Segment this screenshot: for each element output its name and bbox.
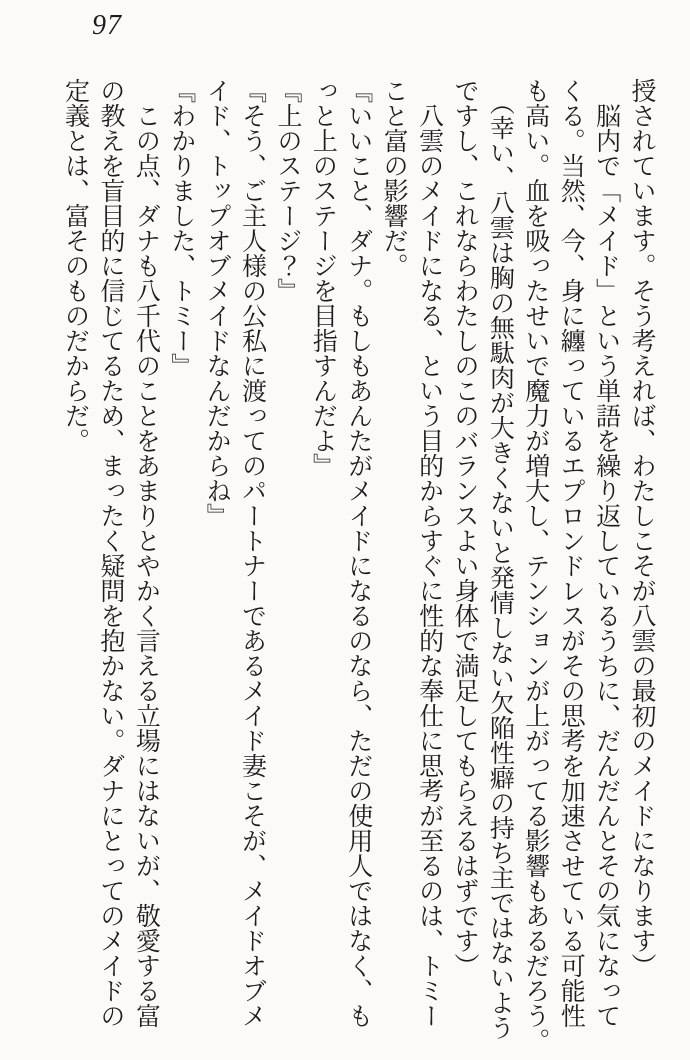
text-block bbox=[57, 78, 659, 1060]
text-line: も高い。血を吸ったせいで魔力が増大し、テンションが上がってる影響もあるだろう。 bbox=[521, 78, 549, 1053]
text-line: （幸い、八雲は胸の無駄肉が大きくないと発情しない欠陥性癖の持ち主ではないよう bbox=[486, 90, 514, 1040]
text-line: こと富の影響だ。 bbox=[380, 78, 408, 278]
page-number: 97 bbox=[92, 10, 122, 41]
text-line: この点、ダナも八千代のことをあまりとやかく言える立場にはないが、敬愛する富 bbox=[132, 103, 160, 1028]
text-line: イド、トップオブメイドなんだからね』 bbox=[203, 78, 231, 528]
text-line: っと上のステージを目指すんだよ』 bbox=[309, 78, 337, 478]
text-line: 八雲のメイドになる、という目的からすぐに性的な奉仕に思考が至るのは、トミー bbox=[415, 103, 443, 1028]
text-line: くる。当然、今、身に纏っているエプロンドレスがその思考を加速させている可能性 bbox=[557, 78, 585, 1028]
text-line: 授されています。そう考えれば、わたしこそが八雲の最初のメイドになります） bbox=[628, 78, 655, 978]
text-line: 『そう、ご主人様の公私に渡ってのパートナーであるメイド妻こそが、メイドオブメ bbox=[238, 78, 266, 1028]
text-line: 定義とは、富そのものだからだ。 bbox=[61, 78, 89, 453]
text-line: の教えを盲目的に信じてるため、まったく疑問を抱かない。ダナにとってのメイドの bbox=[96, 78, 124, 1028]
text-line: ですし、これならわたしのこのバランスよい身体で満足してもらえるはずです） bbox=[450, 78, 478, 978]
text-line: 『いいこと、ダナ。もしもあんたがメイドになるのなら、ただの使用人ではなく、も bbox=[344, 78, 372, 1028]
text-line: 『上のステージ？』 bbox=[273, 78, 301, 303]
text-line: 脳内で「メイド」という単語を繰り返しているうちに、だんだんとその気になって bbox=[592, 103, 620, 1028]
text-line: 『わかりました、トミー』 bbox=[167, 78, 195, 378]
